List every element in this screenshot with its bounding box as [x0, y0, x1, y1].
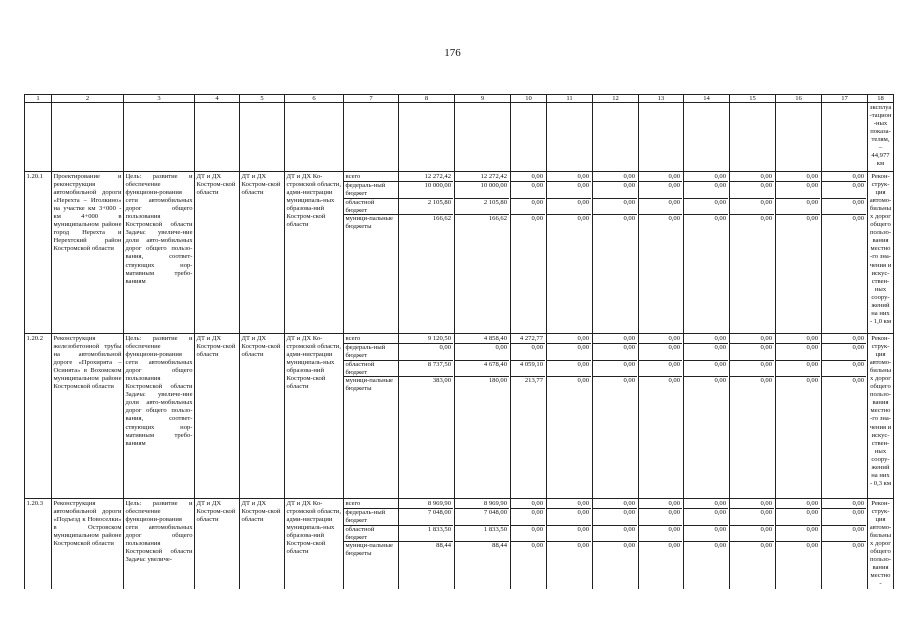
amount-value: 10 000,00	[399, 181, 453, 198]
financing-source-label: областной бюджет	[344, 198, 398, 215]
amount-value: 0,00	[577, 172, 589, 180]
amount-column-17	[822, 172, 868, 334]
column-number-7: 7	[344, 95, 399, 103]
amount-value: 0,00	[776, 525, 820, 542]
column-number-11: 11	[547, 95, 593, 103]
column-number-10: 10	[511, 95, 547, 103]
amount-value: 0,00	[684, 525, 728, 542]
amount-column-12	[593, 499, 639, 590]
amount-value: 0,00	[399, 343, 453, 360]
amount-value: 0,00	[547, 541, 591, 558]
table-row	[25, 499, 894, 590]
amount-value: 0,00	[822, 360, 866, 377]
amount-value: 0,00	[822, 376, 866, 393]
amount-value: 4 858,40	[483, 334, 507, 342]
amount-column-16	[776, 499, 822, 590]
amount-value: 0,00	[511, 541, 545, 558]
carryover-row	[25, 103, 894, 172]
amount-value: 0,00	[684, 214, 728, 231]
measure-name: Реконструкция автомобильной дороги «Подъезд к Новоселки» в Островском муниципальном районе Костромской области	[52, 499, 124, 590]
amount-value: 0,00	[714, 499, 726, 507]
expected-result: Рекон-струк-ция автомо-бильных дорог общего пользо-вания местно-го зна-чения и искус-ствен-ных соору-жений на них - 1,0 км	[868, 172, 894, 334]
row-id: 1.20.2	[25, 334, 52, 499]
amount-value: 0,00	[511, 214, 545, 231]
amount-value: 0,00	[511, 181, 545, 198]
amount-value: 0,00	[852, 172, 864, 180]
financing-source-label: всего	[345, 172, 361, 180]
amount-column-13	[639, 499, 684, 590]
amount-value: 0,00	[730, 360, 774, 377]
financing-source-label: всего	[345, 334, 361, 342]
amount-value: 0,00	[639, 181, 682, 198]
amount-column-17	[822, 334, 868, 499]
measure-name: Реконструкция железобетонной трубы на автомобильной дороге «Прохирята – Осинята» в Вохомском муниципальном районе Костромской области	[52, 334, 124, 499]
coordinator: ДТ и ДХ Костром-ской области	[240, 172, 285, 334]
amount-value: 0,00	[455, 343, 509, 360]
amount-column-10	[511, 334, 547, 499]
amount-value: 0,00	[684, 181, 728, 198]
measure-goal: Цель: развитие и обеспечение функциони-рования сети автомобильных дорог общего пользования Костромской области Задача: увеличе-	[124, 499, 195, 590]
amount-value: 0,00	[511, 198, 545, 215]
amount-value: 1 833,50	[399, 525, 453, 542]
column-number-18: 18	[868, 95, 894, 103]
amount-value: 180,00	[455, 376, 509, 393]
column-number-1: 1	[25, 95, 52, 103]
amount-column-14	[684, 334, 730, 499]
responsible-executor: ДТ и ДХ Костром-ской области	[195, 499, 240, 590]
amount-value: 0,00	[776, 376, 820, 393]
responsible-executor: ДТ и ДХ Костром-ской области	[195, 172, 240, 334]
amount-column-14	[684, 172, 730, 334]
column-number-3: 3	[124, 95, 195, 103]
carryover-result-cell: эксплуа-тацион-ных показа-телям, – 44,977 км	[868, 103, 894, 172]
amount-value: 0,00	[639, 214, 682, 231]
column-number-17: 17	[822, 95, 868, 103]
amount-value: 12 272,42	[424, 172, 451, 180]
financing-source-label: федераль-ный бюджет	[344, 181, 398, 198]
amount-value: 0,00	[760, 172, 772, 180]
financing-source-label: муници-пальные бюджеты	[344, 214, 398, 231]
table-row	[25, 334, 894, 499]
amount-column-13	[639, 172, 684, 334]
amount-column-8	[399, 334, 455, 499]
amount-value: 0,00	[531, 172, 543, 180]
amount-column-12	[593, 172, 639, 334]
amount-column-14	[684, 499, 730, 590]
amount-value: 383,00	[399, 376, 453, 393]
amount-value: 0,00	[623, 172, 635, 180]
amount-value: 0,00	[639, 508, 682, 525]
measure-name: Проектирование и реконструкция автомобильной дороги «Нерехта – Иголкино» на участке км 3+000 - км 4+000 в муниципальном районе город Нерехта и Нерехтский район Костромской области	[52, 172, 124, 334]
expected-result: Рекон-струк-ция автомо-бильных дорог общего пользо-вания местно-го зна-чения и искус-ствен-ных соору-жений на них - 0,3 км	[868, 334, 894, 499]
amount-value: 0,00	[776, 343, 820, 360]
amount-column-11	[547, 499, 593, 590]
column-number-2: 2	[52, 95, 124, 103]
table-row	[25, 172, 894, 334]
amount-value: 0,00	[684, 360, 728, 377]
amount-value: 0,00	[776, 181, 820, 198]
amount-value: 0,00	[577, 499, 589, 507]
amount-value: 0,00	[760, 499, 772, 507]
column-number-12: 12	[593, 95, 639, 103]
amount-column-9	[455, 172, 511, 334]
financing-sources	[344, 499, 399, 590]
amount-value: 0,00	[547, 214, 591, 231]
amount-value: 8 969,90	[483, 499, 507, 507]
amount-value: 0,00	[806, 499, 818, 507]
financing-sources	[344, 172, 399, 334]
amount-value: 0,00	[714, 172, 726, 180]
amount-column-10	[511, 499, 547, 590]
amount-value: 0,00	[776, 508, 820, 525]
amount-column-16	[776, 172, 822, 334]
financing-source-label: федераль-ный бюджет	[344, 343, 398, 360]
amount-value: 0,00	[593, 181, 637, 198]
amount-value: 0,00	[730, 525, 774, 542]
amount-value: 0,00	[822, 343, 866, 360]
amount-value: 4 059,10	[511, 360, 545, 377]
amount-value: 0,00	[668, 172, 680, 180]
amount-value: 0,00	[730, 541, 774, 558]
participants: ДТ и ДХ Ко-стромской области, адми-нистрации муниципаль-ных образова-ний Костром-ской области	[285, 499, 344, 590]
amount-value: 0,00	[776, 541, 820, 558]
financing-source-label: областной бюджет	[344, 360, 398, 377]
amount-value: 0,00	[822, 525, 866, 542]
expected-result: Рекон-струк-ция автомо-бильных дорог общего пользо-вания местно-	[868, 499, 894, 590]
amount-column-8	[399, 172, 455, 334]
amount-value: 0,00	[593, 525, 637, 542]
row-id: 1.20.3	[25, 499, 52, 590]
amount-value: 4 678,40	[455, 360, 509, 377]
amount-value: 0,00	[547, 508, 591, 525]
financing-sources	[344, 334, 399, 499]
amount-value: 88,44	[455, 541, 509, 558]
amount-value: 8 969,90	[427, 499, 451, 507]
financing-source-label: всего	[345, 499, 361, 507]
participants: ДТ и ДХ Ко-стромской области, адми-нистрации муниципаль-ных образова-ний Костром-ской области	[285, 172, 344, 334]
amount-value: 0,00	[639, 360, 682, 377]
amount-column-9	[455, 499, 511, 590]
amount-value: 9 120,50	[427, 334, 451, 342]
amount-value: 0,00	[547, 525, 591, 542]
amount-column-13	[639, 334, 684, 499]
column-number-13: 13	[639, 95, 684, 103]
amount-value: 0,00	[806, 334, 818, 342]
amount-value: 4 272,77	[519, 334, 543, 342]
amount-value: 0,00	[593, 376, 637, 393]
coordinator: ДТ и ДХ Костром-ской области	[240, 499, 285, 590]
row-id: 1.20.1	[25, 172, 52, 334]
amount-value: 0,00	[822, 181, 866, 198]
participants: ДТ и ДХ Ко-стромской области, адми-нистрации муниципаль-ных образова-ний Костром-ской области	[285, 334, 344, 499]
amount-value: 0,00	[730, 376, 774, 393]
amount-column-9	[455, 334, 511, 499]
amount-value: 0,00	[822, 508, 866, 525]
amount-value: 0,00	[639, 525, 682, 542]
responsible-executor: ДТ и ДХ Костром-ской области	[195, 334, 240, 499]
column-number-8: 8	[399, 95, 455, 103]
amount-value: 0,00	[547, 181, 591, 198]
amount-value: 2 105,80	[455, 198, 509, 215]
amount-value: 0,00	[714, 334, 726, 342]
amount-value: 0,00	[668, 499, 680, 507]
amount-value: 0,00	[684, 541, 728, 558]
amount-column-17	[822, 499, 868, 590]
amount-column-16	[776, 334, 822, 499]
measure-goal: Цель: развитие и обеспечение функциони-рования сети автомобильных дорог общего пользования Костромской области Задача: увеличе-ние доли авто-мобильных дорог общего пользо-вания, соответ-ствующих нор-мативным требо-ваниям	[124, 334, 195, 499]
amount-value: 0,00	[684, 198, 728, 215]
financing-source-label: муници-пальные бюджеты	[344, 541, 398, 558]
amount-value: 2 105,80	[399, 198, 453, 215]
amount-value: 166,62	[399, 214, 453, 231]
program-table	[24, 94, 894, 589]
column-number-5: 5	[240, 95, 285, 103]
amount-value: 0,00	[776, 360, 820, 377]
amount-value: 88,44	[399, 541, 453, 558]
amount-value: 0,00	[547, 343, 591, 360]
amount-value: 0,00	[684, 508, 728, 525]
amount-value: 0,00	[852, 334, 864, 342]
amount-value: 7 048,00	[455, 508, 509, 525]
amount-value: 0,00	[684, 376, 728, 393]
amount-value: 0,00	[623, 499, 635, 507]
amount-column-15	[730, 499, 776, 590]
amount-value: 0,00	[639, 343, 682, 360]
amount-column-12	[593, 334, 639, 499]
amount-value: 0,00	[822, 198, 866, 215]
amount-value: 10 000,00	[455, 181, 509, 198]
amount-value: 0,00	[730, 181, 774, 198]
amount-value: 0,00	[639, 376, 682, 393]
amount-value: 0,00	[623, 334, 635, 342]
amount-value: 0,00	[593, 541, 637, 558]
column-number-15: 15	[730, 95, 776, 103]
column-number-14: 14	[684, 95, 730, 103]
amount-value: 0,00	[511, 508, 545, 525]
amount-value: 0,00	[776, 214, 820, 231]
amount-value: 0,00	[760, 334, 772, 342]
column-number-16: 16	[776, 95, 822, 103]
column-number-row	[25, 95, 894, 103]
amount-value: 0,00	[639, 541, 682, 558]
amount-value: 0,00	[639, 198, 682, 215]
measure-goal: Цель: развитие и обеспечение функциони-рования сети автомобильных дорог общего пользования Костромской области Задача: увеличе-ние доли авто-мобильных дорог общего пользо-вания, соответ-ствующих нор-мативным требо-ваниям	[124, 172, 195, 334]
amount-value: 0,00	[776, 198, 820, 215]
financing-source-label: областной бюджет	[344, 525, 398, 542]
column-number-9: 9	[455, 95, 511, 103]
amount-value: 0,00	[593, 508, 637, 525]
coordinator: ДТ и ДХ Костром-ской области	[240, 334, 285, 499]
amount-value: 0,00	[730, 508, 774, 525]
column-number-6: 6	[285, 95, 344, 103]
amount-value: 0,00	[822, 541, 866, 558]
amount-value: 0,00	[531, 499, 543, 507]
amount-value: 0,00	[852, 499, 864, 507]
amount-value: 0,00	[547, 360, 591, 377]
amount-value: 0,00	[822, 214, 866, 231]
amount-value: 0,00	[511, 343, 545, 360]
amount-value: 0,00	[593, 214, 637, 231]
amount-value: 166,62	[455, 214, 509, 231]
amount-value: 0,00	[806, 172, 818, 180]
amount-value: 0,00	[684, 343, 728, 360]
financing-source-label: муници-пальные бюджеты	[344, 376, 398, 393]
amount-value: 0,00	[593, 198, 637, 215]
amount-value: 0,00	[547, 198, 591, 215]
amount-column-15	[730, 334, 776, 499]
amount-value: 0,00	[668, 334, 680, 342]
amount-column-10	[511, 172, 547, 334]
amount-value: 12 272,42	[480, 172, 507, 180]
financing-source-label: федераль-ный бюджет	[344, 508, 398, 525]
amount-value: 0,00	[730, 343, 774, 360]
amount-value: 1 833,50	[455, 525, 509, 542]
amount-value: 0,00	[511, 525, 545, 542]
amount-value: 213,77	[511, 376, 545, 393]
amount-column-11	[547, 334, 593, 499]
amount-value: 0,00	[730, 198, 774, 215]
amount-value: 0,00	[547, 376, 591, 393]
amount-value: 0,00	[593, 343, 637, 360]
page-number: 176	[444, 47, 461, 59]
amount-value: 0,00	[593, 360, 637, 377]
amount-value: 0,00	[577, 334, 589, 342]
column-number-4: 4	[195, 95, 240, 103]
amount-value: 8 737,50	[399, 360, 453, 377]
amount-value: 0,00	[730, 214, 774, 231]
amount-column-11	[547, 172, 593, 334]
amount-column-15	[730, 172, 776, 334]
amount-column-8	[399, 499, 455, 590]
amount-value: 7 048,00	[399, 508, 453, 525]
